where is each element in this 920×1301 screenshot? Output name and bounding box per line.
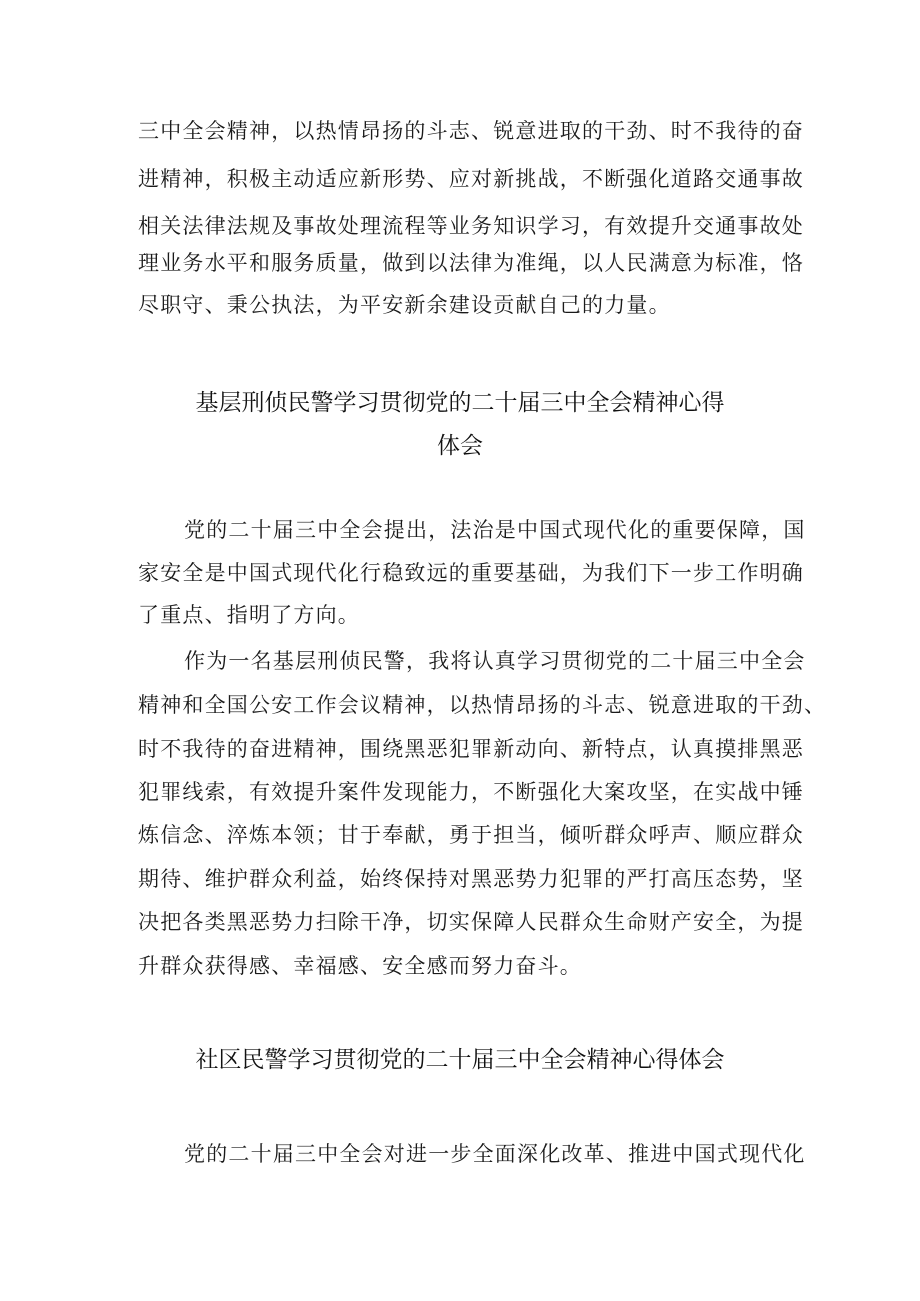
paragraph-line: 理业务水平和服务质量，做到以法律为准绳，以人民满意为标准，恪: [138, 251, 804, 275]
paragraph-line: 三中全会精神，以热情昂扬的斗志、锐意进取的干劲、时不我待的奋: [138, 119, 804, 143]
paragraph-line: 了重点、指明了方向。: [138, 603, 360, 627]
section-title-continued: 体会: [437, 433, 483, 459]
paragraph-line: 进精神，积极主动适应新形势、应对新挑战，不断强化道路交通事故: [138, 167, 804, 191]
paragraph-line: 作为一名基层刑侦民警，我将认真学习贯彻党的二十届三中全会: [184, 649, 806, 673]
paragraph-line: 升群众获得感、幸福感、安全感而努力奋斗。: [138, 954, 582, 978]
section-title: 基层刑侦民警学习贯彻党的二十届三中全会精神心得: [195, 390, 725, 416]
paragraph-line: 相关法律法规及事故处理流程等业务知识学习，有效提升交通事故处: [138, 214, 804, 238]
paragraph-line: 时不我待的奋进精神，围绕黑恶犯罪新动向、新特点，认真摸排黑恶: [138, 737, 804, 761]
paragraph-line: 决把各类黑恶势力扫除干净，切实保障人民群众生命财产安全，为提: [138, 910, 804, 934]
paragraph-line: 精神和全国公安工作会议精神，以热情昂扬的斗志、锐意进取的干劲、: [138, 693, 827, 717]
paragraph-line: 期待、维护群众利益，始终保持对黑恶势力犯罪的严打高压态势，坚: [138, 867, 804, 891]
paragraph-line: 党的二十届三中全会对进一步全面深化改革、推进中国式现代化: [184, 1142, 806, 1166]
paragraph-line: 尽职守、秉公执法，为平安新余建设贡献自己的力量。: [138, 293, 671, 317]
section-title: 社区民警学习贯彻党的二十届三中全会精神心得体会: [195, 1047, 725, 1073]
paragraph-line: 家安全是中国式现代化行稳致远的重要基础，为我们下一步工作明确: [138, 561, 804, 585]
paragraph-line: 炼信念、淬炼本领；甘于奉献，勇于担当，倾听群众呼声、顺应群众: [138, 823, 804, 847]
paragraph-line: 党的二十届三中全会提出，法治是中国式现代化的重要保障，国: [184, 518, 806, 542]
paragraph-line: 犯罪线索，有效提升案件发现能力，不断强化大案攻坚，在实战中锤: [138, 780, 804, 804]
